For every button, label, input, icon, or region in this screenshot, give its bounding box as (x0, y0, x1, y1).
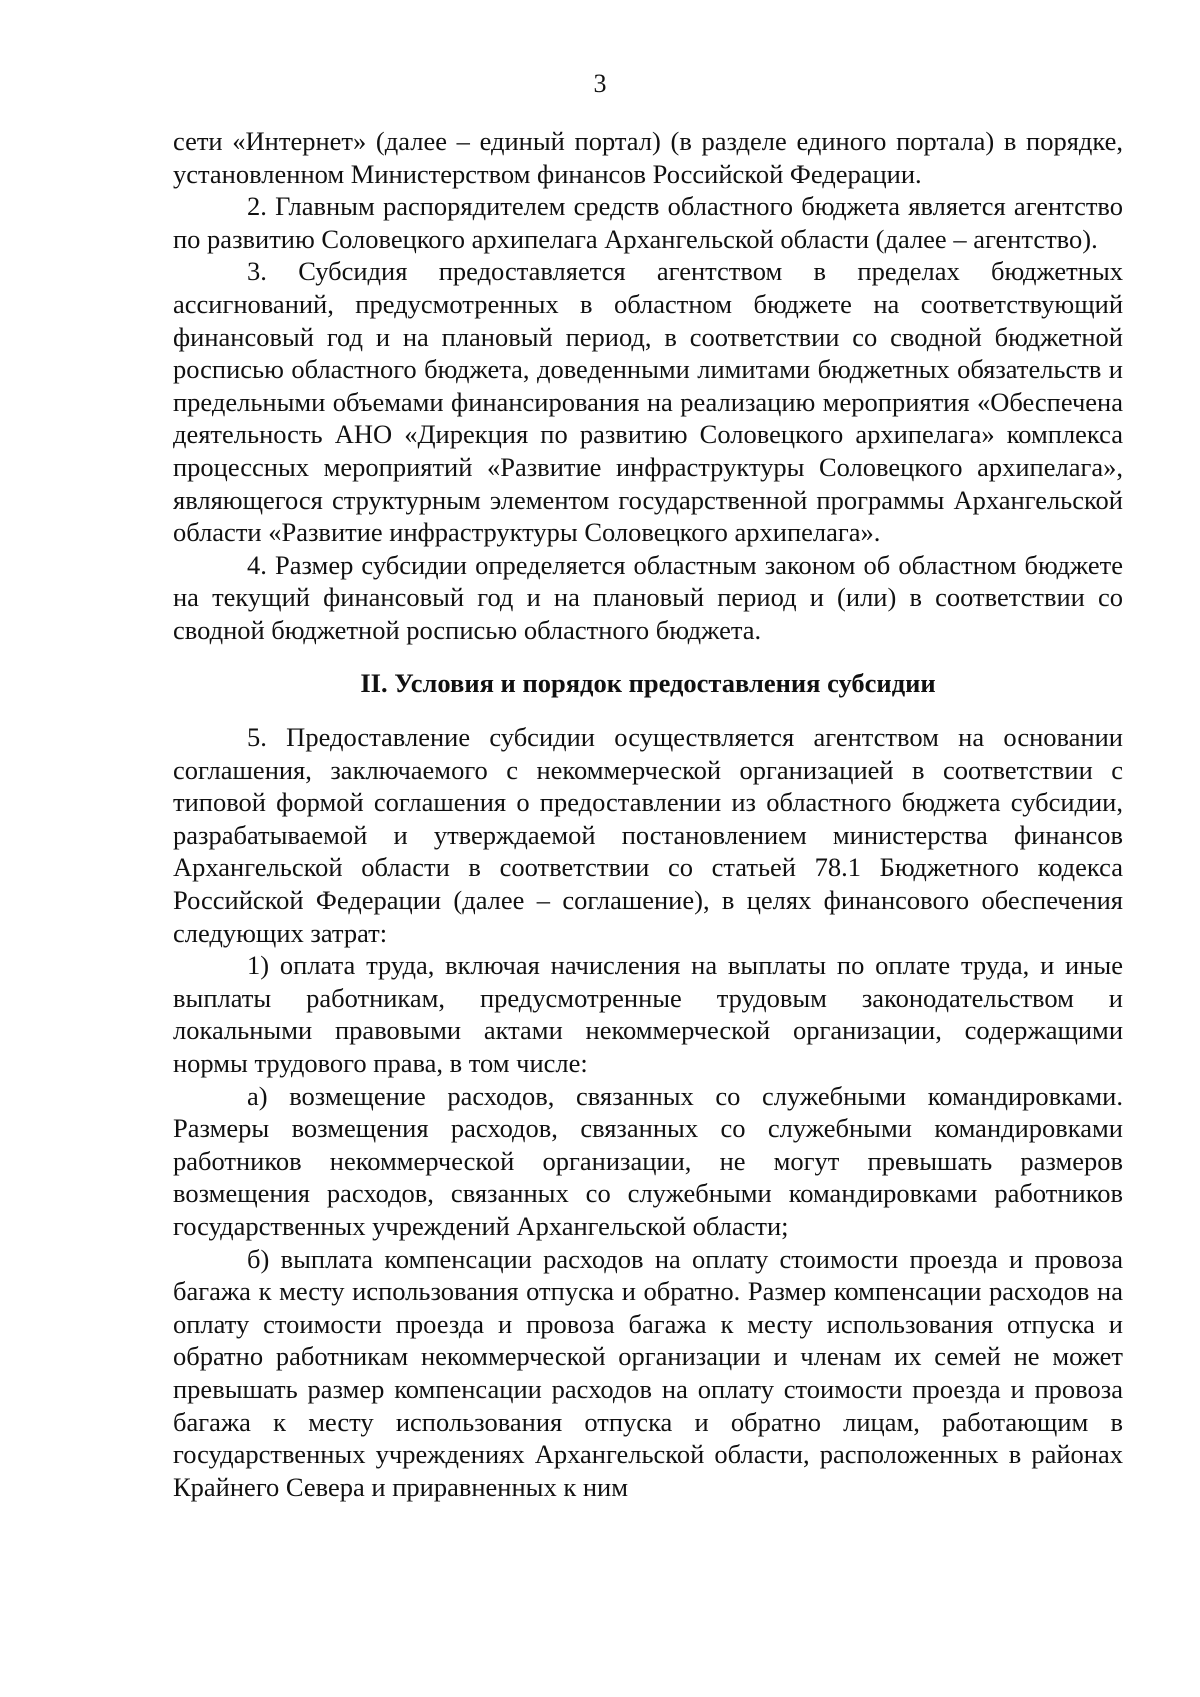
page-number: 3 (593, 69, 607, 98)
paragraph-item-2: 2. Главным распорядителем средств областного бюджета является агентство по развитию Соловецкого архипелага Архангельской области (далее – агентство). (173, 191, 1123, 254)
paragraph-subitem-b: б) выплата компенсации расходов на оплату стоимости проезда и провоза багажа к месту использования отпуска и обратно. Размер компенсации расходов на оплату стоимости проезда и провоза багажа к месту использования отпуска и обратно работникам некоммерческой организации и членам их семей не может превышать размер компенсации расходов на оплату стоимости проезда и провоза багажа к месту использования отпуска и обратно лицам, работающим в государственных учреждениях Архангельской области, расположенных в районах Крайнего Севера и приравненных к ним (173, 1243, 1123, 1502)
section-heading: II. Условия и порядок предоставления субсидии (360, 667, 936, 698)
document-body (173, 125, 1123, 1503)
paragraph-subitem-a: а) возмещение расходов, связанных со служебными командировками. Размеры возмещения расходов, связанных со служебными командировками работников некоммерческой организации, не могут превышать размеров возмещения расходов, связанных со служебными командировками работников государственных учреждений Архангельской области; (173, 1080, 1123, 1241)
paragraph-item-3: 3. Субсидия предоставляется агентством в пределах бюджетных ассигнований, предусмотренных в областном бюджете на соответствующий финансовый год и на плановый период, в соответствии со сводной бюджетной росписью областного бюджета, доведенными лимитами бюджетных обязательств и предельными объемами финансирования на реализацию мероприятия «Обеспечена деятельность АНО «Дирекция по развитию Соловецкого архипелага» комплекса процессных мероприятий «Развитие инфраструктуры Соловецкого архипелага», являющегося структурным элементом государственной программы Архангельской области «Развитие инфраструктуры Соловецкого архипелага». (173, 256, 1123, 548)
paragraph-item-4: 4. Размер субсидии определяется областным законом об областном бюджете на текущий финансовый год и на плановый период и (или) в соответствии со сводной бюджетной росписью областного бюджета. (173, 549, 1123, 645)
paragraph-continuation: сети «Интернет» (далее – единый портал) (в разделе единого портала) в порядке, установленном Министерством финансов Российской Федерации. (173, 126, 1123, 189)
paragraph-item-5: 5. Предоставление субсидии осуществляется агентством на основании соглашения, заключаемого с некоммерческой организацией в соответствии с типовой формой соглашения о предоставлении из областного бюджета субсидии, разрабатываемой и утверждаемой постановлением министерства финансов Архангельской области в соответствии со статьей 78.1 Бюджетного кодекса Российской Федерации (далее – соглашение), в целях финансового обеспечения следующих затрат: (173, 722, 1123, 948)
paragraph-subitem-1: 1) оплата труда, включая начисления на выплаты по оплате труда, и иные выплаты работникам, предусмотренные трудовым законодательством и локальными правовыми актами некоммерческой организации, содержащими нормы трудового права, в том числе: (173, 950, 1123, 1079)
